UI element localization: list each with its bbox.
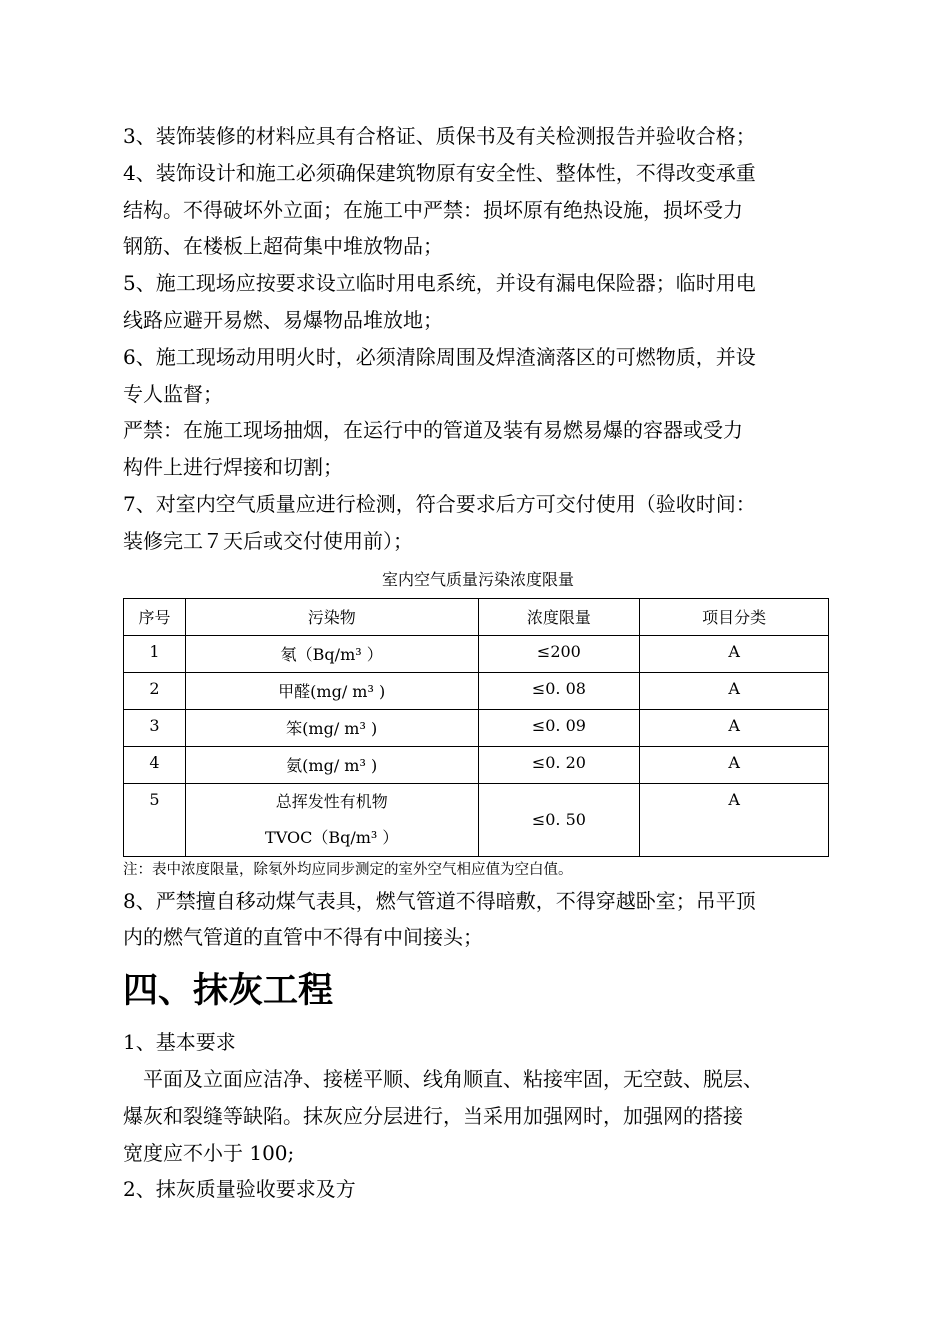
paragraph-line: 宽度应不小于 100; xyxy=(123,1140,295,1165)
cell-category: A xyxy=(640,783,829,856)
table-row xyxy=(124,672,829,709)
document-body xyxy=(123,118,833,1208)
cell-limit: ≤0. 09 xyxy=(478,709,640,746)
table-row xyxy=(124,635,829,672)
cell-limit: ≤0. 50 xyxy=(478,783,640,856)
header-category: 项目分类 xyxy=(640,598,829,635)
cell-no: 3 xyxy=(124,709,186,746)
paragraph-line: 8、严禁擅自移动煤气表具，燃气管道不得暗敷，不得穿越卧室；吊平顶 xyxy=(123,888,756,913)
cell-category: A xyxy=(640,672,829,709)
cell-no: 1 xyxy=(124,635,186,672)
cell-pollutant: 氡（Bq/m³ ） xyxy=(185,635,478,672)
paragraph-line: 3、装饰装修的材料应具有合格证、质保书及有关检测报告并验收合格； xyxy=(123,124,756,148)
cell-pollutant-line: 总挥发性有机物 xyxy=(275,791,388,811)
cell-no: 4 xyxy=(124,746,186,783)
pollution-limits-table xyxy=(123,598,829,857)
cell-pollutant: 甲醛(mg/ m³ ) xyxy=(185,672,478,709)
cell-pollutant-line: TVOC（Bq/m³ ） xyxy=(265,827,399,847)
paragraph-line: 内的燃气管道的直管中不得有中间接头； xyxy=(123,925,483,950)
cell-category: A xyxy=(640,709,829,746)
paragraph-line: 专人监督； xyxy=(123,381,223,406)
paragraph-line: 装修完工７天后或交付使用前）； xyxy=(123,528,413,553)
paragraph-line: 2、抹灰质量验收要求及方 xyxy=(123,1177,356,1202)
table-row xyxy=(124,783,829,856)
paragraph-line: 钢筋、在楼板上超荷集中堆放物品； xyxy=(123,234,443,259)
cell-no: 5 xyxy=(124,783,186,856)
cell-pollutant: 氨(mg/ m³ ) xyxy=(185,746,478,783)
paragraph-line: 平面及立面应洁净、接槎平顺、线角顺直、粘接牢固，无空鼓、脱层、 xyxy=(143,1066,763,1091)
table-header-row xyxy=(124,598,829,635)
cell-no: 2 xyxy=(124,672,186,709)
header-pollutant: 污染物 xyxy=(185,598,478,635)
paragraph-line: 4、装饰设计和施工必须确保建筑物原有安全性、整体性，不得改变承重 xyxy=(123,160,756,185)
cell-pollutant: 笨(mg/ m³ ) xyxy=(185,709,478,746)
table-caption: 室内空气质量污染浓度限量 xyxy=(381,569,574,589)
paragraph-line: 构件上进行焊接和切割； xyxy=(123,455,343,480)
section-heading: 四、抹灰工程 xyxy=(123,970,334,1012)
cell-limit: ≤0. 08 xyxy=(478,672,640,709)
header-limit: 浓度限量 xyxy=(478,598,640,635)
paragraph-line: 7、对室内空气质量应进行检测，符合要求后方可交付使用（验收时间： xyxy=(123,491,756,516)
paragraph-line: 爆灰和裂缝等缺陷。抹灰应分层进行，当采用加强网时，加强网的搭接 xyxy=(123,1103,743,1128)
table-row xyxy=(124,709,829,746)
cell-pollutant xyxy=(185,783,478,856)
paragraph-line: 严禁：在施工现场抽烟，在运行中的管道及装有易燃易爆的容器或受力 xyxy=(123,418,743,443)
cell-category: A xyxy=(640,635,829,672)
paragraph-line: 结构。不得破坏外立面；在施工中严禁：损坏原有绝热设施，损坏受力 xyxy=(123,197,743,222)
paragraph-line: 线路应避开易燃、易爆物品堆放地； xyxy=(123,307,443,332)
header-no: 序号 xyxy=(124,598,186,635)
table-row xyxy=(124,746,829,783)
table-note: 注：表中浓度限量，除氡外均应同步测定的室外空气相应值为空白值。 xyxy=(123,861,573,878)
paragraph-line: 6、施工现场动用明火时，必须清除周围及焊渣滴落区的可燃物质，并设 xyxy=(123,344,756,369)
paragraph-line: 1、基本要求 xyxy=(123,1030,236,1055)
paragraph-line: 5、施工现场应按要求设立临时用电系统，并设有漏电保险器；临时用电 xyxy=(123,271,756,296)
cell-limit: ≤200 xyxy=(478,635,640,672)
cell-category: A xyxy=(640,746,829,783)
cell-limit: ≤0. 20 xyxy=(478,746,640,783)
